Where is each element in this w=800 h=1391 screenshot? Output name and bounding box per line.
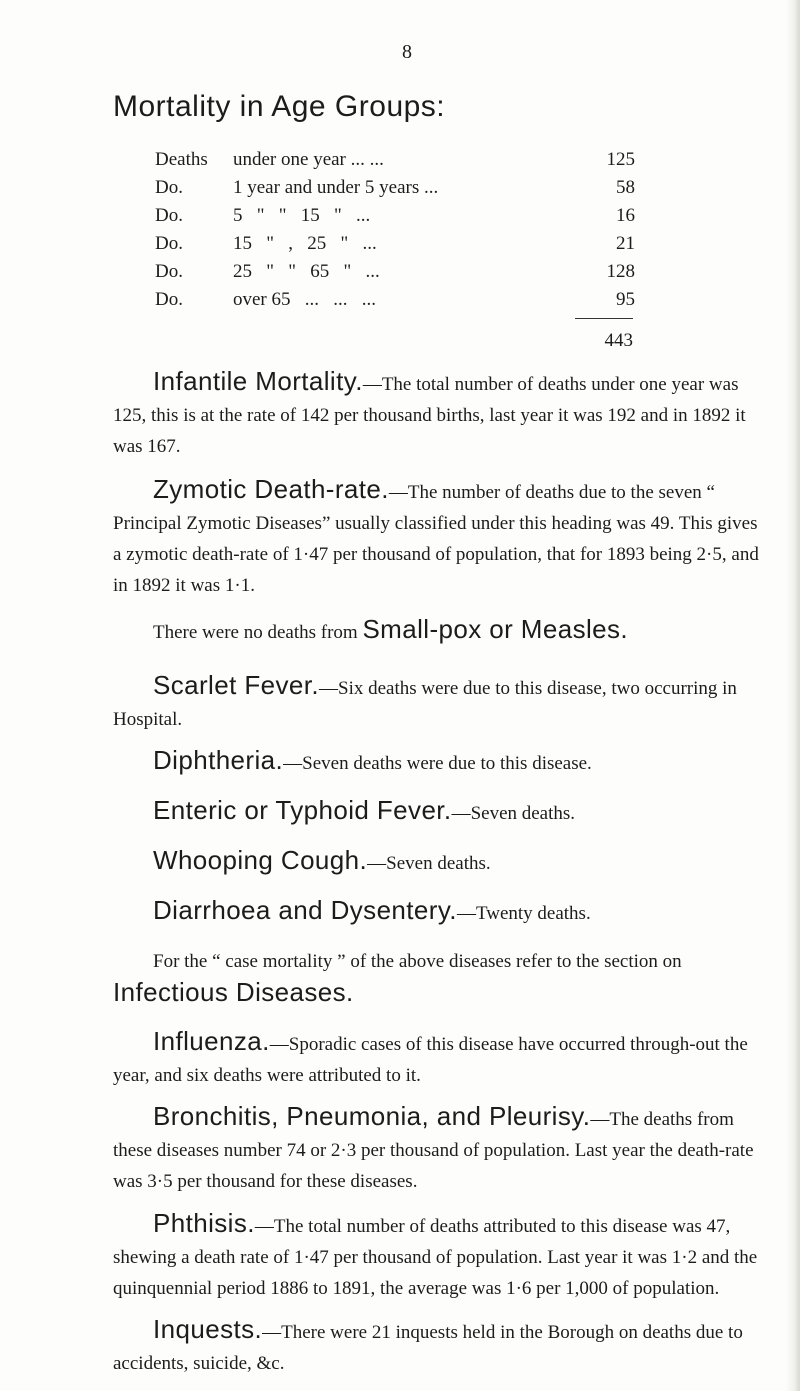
age-row-value: 125 <box>606 149 635 170</box>
heading-infectious-diseases: Infectious Diseases. <box>113 977 354 1007</box>
body-diphtheria: —Seven deaths were due to this disease. <box>283 753 592 774</box>
age-row <box>155 286 635 314</box>
body-bronchitis-pneumonia-pleurisy: —The deaths from these diseases number 74 or 2·3 per thousand of population. Last year the death-rate was 3·5 per thousand for these diseases. <box>113 1109 754 1192</box>
age-row-label: Do. <box>155 289 183 310</box>
heading-diphtheria: Diphtheria. <box>153 745 284 775</box>
section-infantile-mortality <box>113 366 763 462</box>
heading-whooping-cough: Whooping Cough. <box>153 845 368 875</box>
body-case-mortality: For the “ case mortality ” of the above diseases refer to the section on <box>153 951 682 972</box>
age-groups-table <box>155 146 635 314</box>
body-whooping-cough: —Seven deaths. <box>367 853 491 874</box>
section-smallpox-measles <box>113 614 763 648</box>
age-row <box>155 146 635 174</box>
body-phthisis: —The total number of deaths attributed to this disease was 47, shewing a death rate of 1·47 per thousand of population. Last year it was 1·2 and the quinquennial period 1886 to 1891, the average was 1·6 per 1,000 of population. <box>113 1216 758 1299</box>
section-influenza <box>113 1026 763 1091</box>
age-row-value: 58 <box>616 177 635 198</box>
section-whooping-cough <box>113 845 763 879</box>
heading-infantile-mortality: Infantile Mortality. <box>153 366 363 396</box>
heading-phthisis: Phthisis. <box>153 1208 255 1238</box>
body-zymotic-death-rate: —The number of deaths due to the seven “ Principal Zymotic Diseases” usually classified under this heading was 49. This gives a zymotic death-rate of 1·47 per thousand of population, that for 1893 being 2·5, and in 1892 it was 1·1. <box>113 482 759 596</box>
age-row-label: Do. <box>155 261 183 282</box>
age-row <box>155 174 635 202</box>
age-row-desc: 25 " " 65 " ... <box>233 261 380 282</box>
heading-enteric-fever: Enteric or Typhoid Fever. <box>153 795 452 825</box>
age-row-label: Deaths <box>155 149 208 170</box>
heading-bronchitis-pneumonia-pleurisy: Bronchitis, Pneumonia, and Pleurisy. <box>153 1101 591 1131</box>
age-row-value: 16 <box>616 205 635 226</box>
section-diarrhoea-dysentery <box>113 895 763 929</box>
body-enteric-fever: —Seven deaths. <box>451 803 576 824</box>
age-groups-total: 443 <box>604 330 633 351</box>
section-bronchitis-pneumonia-pleurisy <box>113 1101 763 1197</box>
body-scarlet-fever: —Six deaths were due to this disease, two occurring in Hospital. <box>113 678 737 730</box>
page-number: 8 <box>402 41 412 63</box>
heading-inquests: Inquests. <box>153 1314 263 1344</box>
age-row-label: Do. <box>155 233 183 254</box>
page-title: Mortality in Age Groups: <box>113 90 446 123</box>
age-row-desc: 1 year and under 5 years ... <box>233 177 439 198</box>
section-inquests <box>113 1314 763 1379</box>
section-scarlet-fever <box>113 670 763 735</box>
total-divider <box>575 318 633 319</box>
age-row-label: Do. <box>155 177 183 198</box>
age-row <box>155 230 635 258</box>
age-row-desc: under one year ... ... <box>233 149 384 170</box>
heading-influenza: Influenza. <box>153 1026 270 1056</box>
body-infantile-mortality: —The total number of deaths under one year was 125, this is at the rate of 142 per thousand births, last year it was 192 and in 1892 it was 167. <box>113 374 746 457</box>
heading-diarrhoea-dysentery: Diarrhoea and Dysentery. <box>153 895 457 925</box>
age-row-label: Do. <box>155 205 183 226</box>
section-enteric-fever <box>113 795 763 829</box>
section-phthisis <box>113 1208 763 1304</box>
age-row <box>155 202 635 230</box>
age-row-desc: 15 " , 25 " ... <box>233 233 377 254</box>
section-zymotic-death-rate <box>113 474 763 601</box>
section-case-mortality <box>113 946 763 1011</box>
age-row-value: 95 <box>616 289 635 310</box>
age-row-value: 128 <box>606 261 635 282</box>
age-row-desc: over 65 ... ... ... <box>233 289 377 310</box>
age-row-value: 21 <box>616 233 635 254</box>
body-smallpox-measles: There were no deaths from <box>153 622 363 643</box>
heading-smallpox-measles: Small-pox or Measles. <box>362 614 629 644</box>
heading-zymotic-death-rate: Zymotic Death-rate. <box>153 474 389 504</box>
age-row-desc: 5 " " 15 " ... <box>233 205 371 226</box>
body-diarrhoea-dysentery: —Twenty deaths. <box>456 903 591 924</box>
heading-scarlet-fever: Scarlet Fever. <box>153 670 319 700</box>
page-edge-shadow <box>786 0 800 1391</box>
section-diphtheria <box>113 745 763 779</box>
body-influenza: —Sporadic cases of this disease have occurred through-out the year, and six deaths were attributed to it. <box>113 1034 748 1086</box>
body-inquests: —There were 21 inquests held in the Borough on deaths due to accidents, suicide, &c. <box>113 1322 743 1374</box>
age-row <box>155 258 635 286</box>
